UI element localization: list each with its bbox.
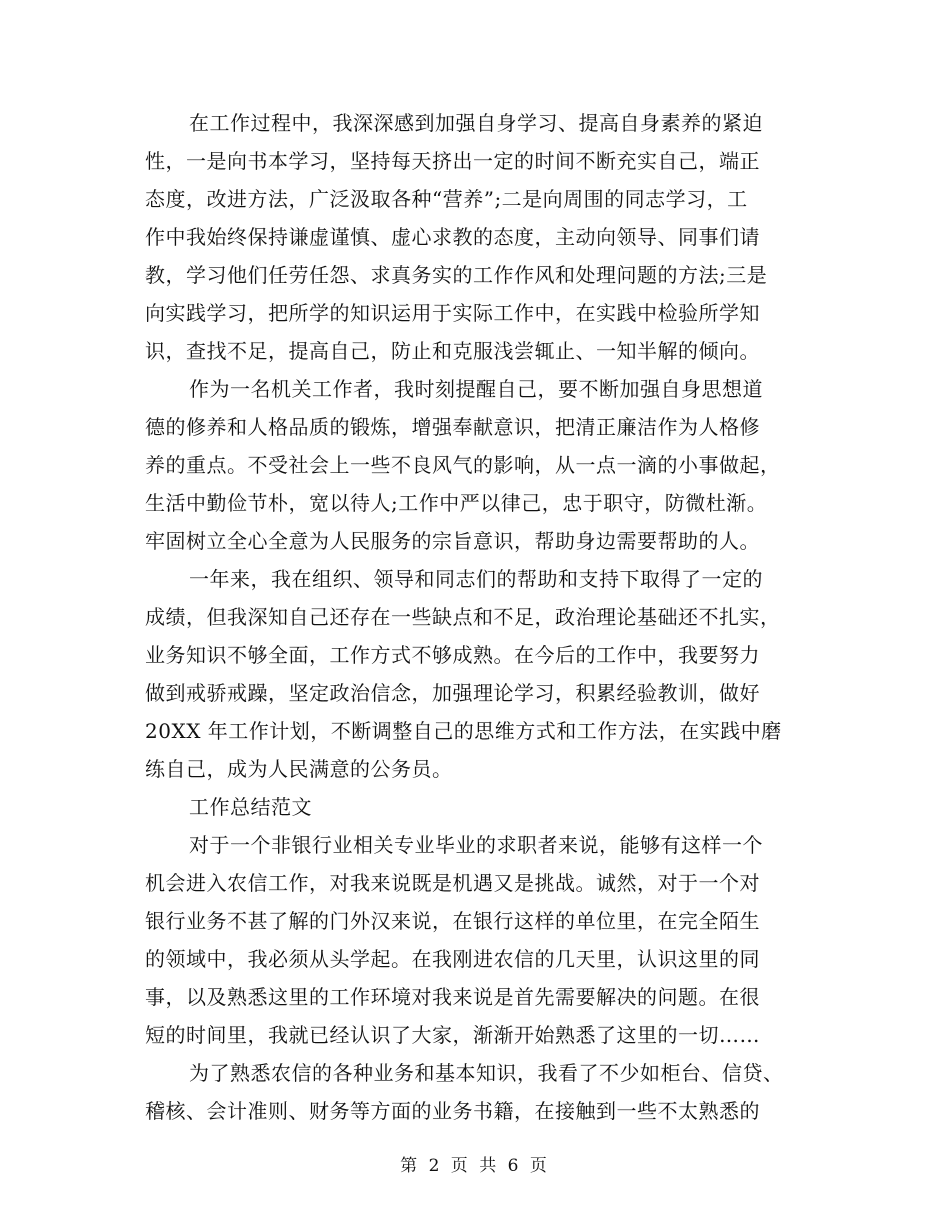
page-number-footer: 第 2 页 共 6 页: [400, 1156, 550, 1176]
text-line: 作为一名机关工作者，我时刻提醒自己，要不断加强自身思想道: [189, 377, 763, 401]
text-line: 在工作过程中，我深深感到加强自身学习、提高自身素养的紧迫: [189, 111, 763, 135]
text-line: 向实践学习，把所学的知识运用于实际工作中，在实践中检验所学知: [145, 301, 760, 325]
text-line: 20XX 年工作计划，不断调整自己的思维方式和工作方法，在实践中磨: [145, 719, 782, 743]
text-line: 机会进入农信工作，对我来说既是机遇又是挑战。诚然，对于一个对: [145, 871, 760, 895]
text-line: 对于一个非银行业相关专业毕业的求职者来说，能够有这样一个: [189, 833, 763, 857]
text-line: 的领域中，我必须从头学起。在我刚进农信的几天里，认识这里的同: [145, 947, 760, 971]
text-line: 一年来，我在组织、领导和同志们的帮助和支持下取得了一定的: [189, 567, 763, 591]
text-line: 态度，改进方法，广泛汲取各种“营养”;二是向周围的同志学习，工: [145, 187, 748, 211]
text-line: 业务知识不够全面，工作方式不够成熟。在今后的工作中，我要努力: [145, 643, 760, 667]
section-heading: 工作总结范文: [189, 795, 312, 819]
text-line: 性，一是向书本学习，坚持每天挤出一定的时间不断充实自己，端正: [145, 149, 760, 173]
text-line: 练自己，成为人民满意的公务员。: [145, 757, 453, 781]
text-line: 为了熟悉农信的各种业务和基本知识，我看了不少如柜台、信贷、: [189, 1061, 784, 1085]
text-line: 生活中勤俭节朴，宽以待人;工作中严以律己，忠于职守，防微杜渐。: [145, 491, 768, 515]
text-line: 德的修养和人格品质的锻炼，增强奉献意识，把清正廉洁作为人格修: [145, 415, 760, 439]
text-line: 成绩，但我深知自己还存在一些缺点和不足，政治理论基础还不扎实，: [145, 605, 781, 629]
text-line: 养的重点。不受社会上一些不良风气的影响，从一点一滴的小事做起，: [145, 453, 781, 477]
text-line: 牢固树立全心全意为人民服务的宗旨意识，帮助身边需要帮助的人。: [145, 529, 760, 553]
text-line: 稽核、会计准则、财务等方面的业务书籍，在接触到一些不太熟悉的: [145, 1099, 760, 1123]
text-line: 作中我始终保持谦虚谨慎、虚心求教的态度，主动向领导、同事们请: [145, 225, 760, 249]
text-line: 识，查找不足，提高自己，防止和克服浅尝辄止、一知半解的倾向。: [145, 339, 760, 363]
text-line: 短的时间里，我就已经认识了大家，渐渐开始熟悉了这里的一切……: [145, 1023, 760, 1047]
text-line: 做到戒骄戒躁，坚定政治信念，加强理论学习，积累经验教训，做好: [145, 681, 760, 705]
text-line: 银行业务不甚了解的门外汉来说，在银行这样的单位里，在完全陌生: [145, 909, 760, 933]
text-line: 教，学习他们任劳任怨、求真务实的工作作风和处理问题的方法;三是: [145, 263, 768, 287]
text-line: 事，以及熟悉这里的工作环境对我来说是首先需要解决的问题。在很: [145, 985, 760, 1009]
